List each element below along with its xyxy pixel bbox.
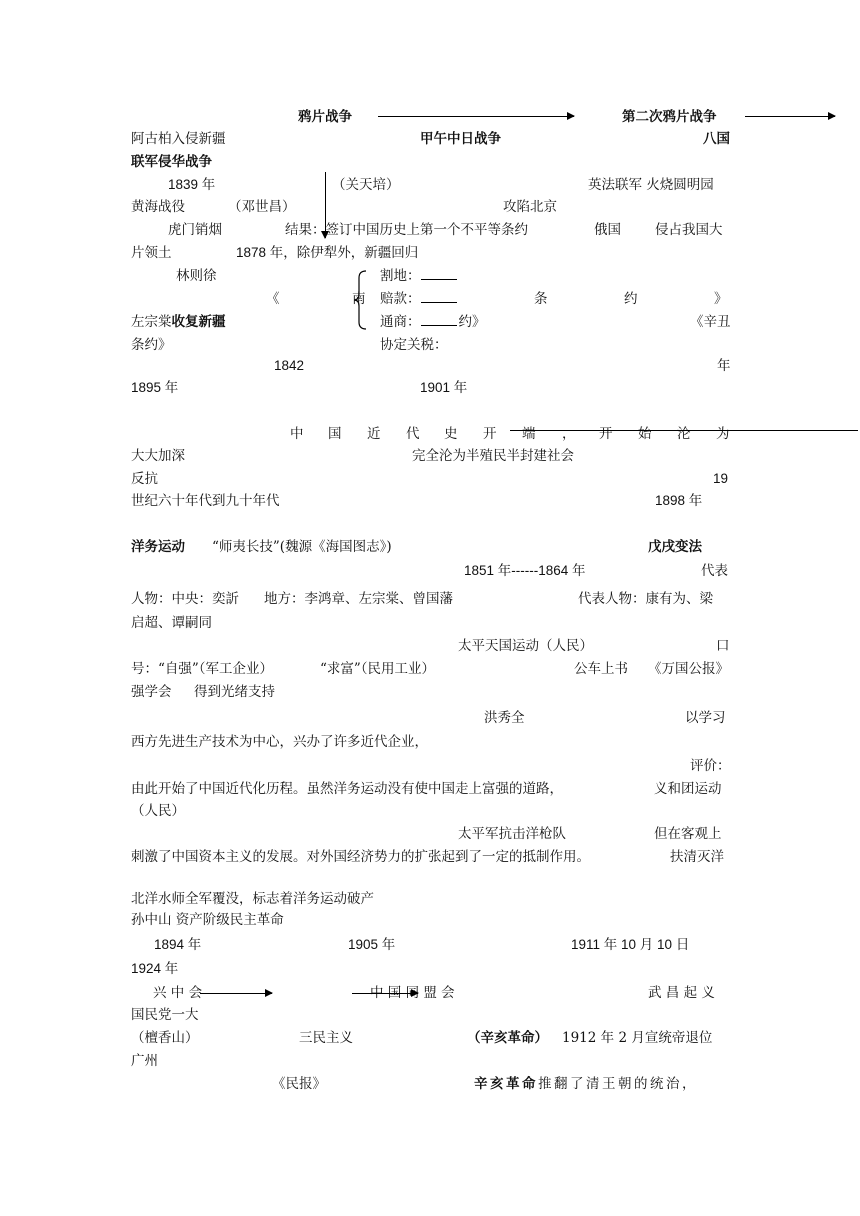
text-line: “求富”（民用工业） [320, 661, 436, 677]
text-line: 孙中山 资产阶级民主革命 [131, 912, 284, 928]
arrow-right-icon [378, 116, 574, 117]
text-line: 1878 年，除伊犁外，新疆回归 [236, 245, 419, 260]
text-line: （檀香山） [131, 1030, 199, 1046]
text-line: （关天培） [332, 177, 400, 193]
text-line: 太平军抗击洋枪队 [458, 826, 566, 842]
text-line: 号：“自强”（军工企业） [131, 661, 274, 677]
text-line: 西方先进生产技术为中心，兴办了许多近代企业， [131, 734, 428, 750]
text-line: 北洋水师全军覆没，标志着洋务运动破产 [131, 891, 374, 907]
text-char: 端 [522, 426, 536, 442]
text-line: 英法联军 火烧圆明园 [588, 177, 714, 193]
text-line: 公车上书 [574, 661, 628, 677]
text-line: 年 [717, 358, 731, 374]
text-line: 武 昌 起 义 [648, 985, 715, 1001]
text-line: 俄国 [594, 222, 621, 238]
text-char: 史 [444, 426, 458, 442]
text-line: 地方：李鸿章、左宗棠、曾国藩 [264, 591, 453, 607]
connector-line [510, 430, 858, 431]
text-line: 1924 年 [131, 961, 179, 976]
arrow-right-icon [745, 116, 835, 117]
text-line: 1898 年 [655, 493, 703, 508]
text-line: 辛亥革命推翻了清王朝的统治， [474, 1076, 698, 1092]
text-line: 中 国 同 盟 会 [370, 985, 455, 1001]
text-line: 大大加深 [131, 448, 185, 464]
text-line: 国民党一大 [131, 1007, 199, 1023]
text-char: 始 [638, 426, 652, 442]
arrow-right-icon [200, 993, 272, 994]
text-line: 1905 年 [348, 937, 396, 952]
text-line: 三民主义 [299, 1030, 353, 1046]
title-second-opium-war: 第二次鸦片战争 [622, 109, 717, 125]
text-line: 完全沦为半殖民半封建社会 [412, 448, 574, 464]
text-line: （邓世昌） [228, 199, 296, 215]
title-eight-nation-cont: 联军侵华战争 [131, 154, 212, 170]
text-line: 口 [716, 638, 730, 654]
text-line: 协定关税： [380, 337, 448, 353]
text-line: 1894 年 [154, 937, 202, 952]
text-line: 1911 年 10 月 10 日 [571, 937, 690, 952]
text-line: 义和团运动 [654, 781, 722, 797]
text-line: 由此开始了中国近代化历程。虽然洋务运动没有使中国走上富强的道路， [131, 781, 563, 797]
text-char: ， [562, 426, 576, 442]
text-char: 近 [367, 426, 381, 442]
text-line: 通商： 约》 [380, 314, 486, 330]
text-line: 条约》 [131, 337, 172, 353]
text-line: 1912 年 2 月宣统帝退位 [562, 1030, 713, 1046]
text-line: 虎门销烟 [168, 222, 222, 238]
text-line: 洪秀全 [484, 710, 525, 726]
text-line: 太平天国运动（人民） [458, 638, 593, 654]
text-line: 强学会 [131, 684, 172, 700]
text-line: 《 [266, 291, 280, 307]
text-line: 扶清灭洋 [670, 849, 724, 865]
text-line: （人民） [131, 803, 185, 819]
text-line: 人物：中央：奕訢 [131, 591, 239, 607]
text-line: 南 [352, 291, 366, 307]
text-line: 》 [714, 291, 728, 307]
text-line: 得到光绪支持 [194, 684, 275, 700]
title-eight-nation: 八国 [703, 131, 730, 147]
title-opium-war: 鸦片战争 [298, 109, 352, 125]
text-char: 中 [290, 426, 304, 442]
text-line: “师夷长技”(魏源《海国图志》) [212, 539, 392, 555]
title-westernization: 洋务运动 [131, 539, 185, 555]
text-char: 沦 [677, 426, 691, 442]
text-line: 《辛丑 [690, 314, 731, 330]
text-line: 赔款： [380, 290, 457, 308]
title-sino-japanese-war: 甲午中日战争 [420, 131, 501, 147]
text-line: 黄海战役 [131, 199, 185, 215]
text-line: 侵占我国大 [655, 222, 723, 238]
text-line: 《万国公报》 [648, 661, 729, 677]
text-line: 1851 年------1864 年 [464, 563, 586, 578]
text-line: 世纪六十年代到九十年代 [131, 493, 280, 509]
text-line: 评价： [690, 758, 731, 774]
text-line: 条 [534, 291, 548, 307]
text-line: 《民报》 [272, 1076, 326, 1092]
text-line: 代表 [701, 563, 728, 579]
text-line: 结果：签订中国历史上第一个不平等条约 [285, 222, 528, 238]
text-line: 兴 中 会 [153, 985, 203, 1001]
text-line: 攻陷北京 [503, 199, 557, 215]
text-line: 1895 年 [131, 380, 179, 395]
text-line: 刺激了中国资本主义的发展。对外国经济势力的扩张起到了一定的抵制作用。 [131, 849, 590, 865]
text-line: 但在客观上 [654, 826, 722, 842]
text-line: 以学习 [685, 710, 726, 726]
text-char: 为 [716, 426, 730, 442]
text-char: 开 [599, 426, 613, 442]
text-char: 国 [328, 426, 342, 442]
text-line: （辛亥革命） [467, 1030, 548, 1046]
text-line: 割地： [380, 267, 457, 285]
text-line: 广州 [131, 1053, 158, 1069]
text-line: 代表人物：康有为、梁 [578, 591, 713, 607]
text-line: 左宗棠收复新疆 [131, 314, 226, 330]
text-char: 开 [483, 426, 497, 442]
arrow-right-icon [352, 993, 418, 994]
text-char: 代 [406, 426, 420, 442]
text-line: 1901 年 [420, 380, 468, 395]
text-line: 阿古柏入侵新疆 [131, 131, 226, 147]
text-line: 启超、谭嗣同 [131, 615, 212, 631]
text-line: 片领土 [131, 245, 172, 261]
text-line: 约 [624, 291, 638, 307]
title-hundred-days-reform: 戊戌变法 [648, 539, 702, 555]
text-line: 1839 年 [168, 177, 216, 192]
text-line: 19 [713, 471, 729, 486]
text-line: 反抗 [131, 471, 158, 487]
text-line: 林则徐 [176, 268, 217, 284]
text-line: 1842 [274, 358, 305, 373]
